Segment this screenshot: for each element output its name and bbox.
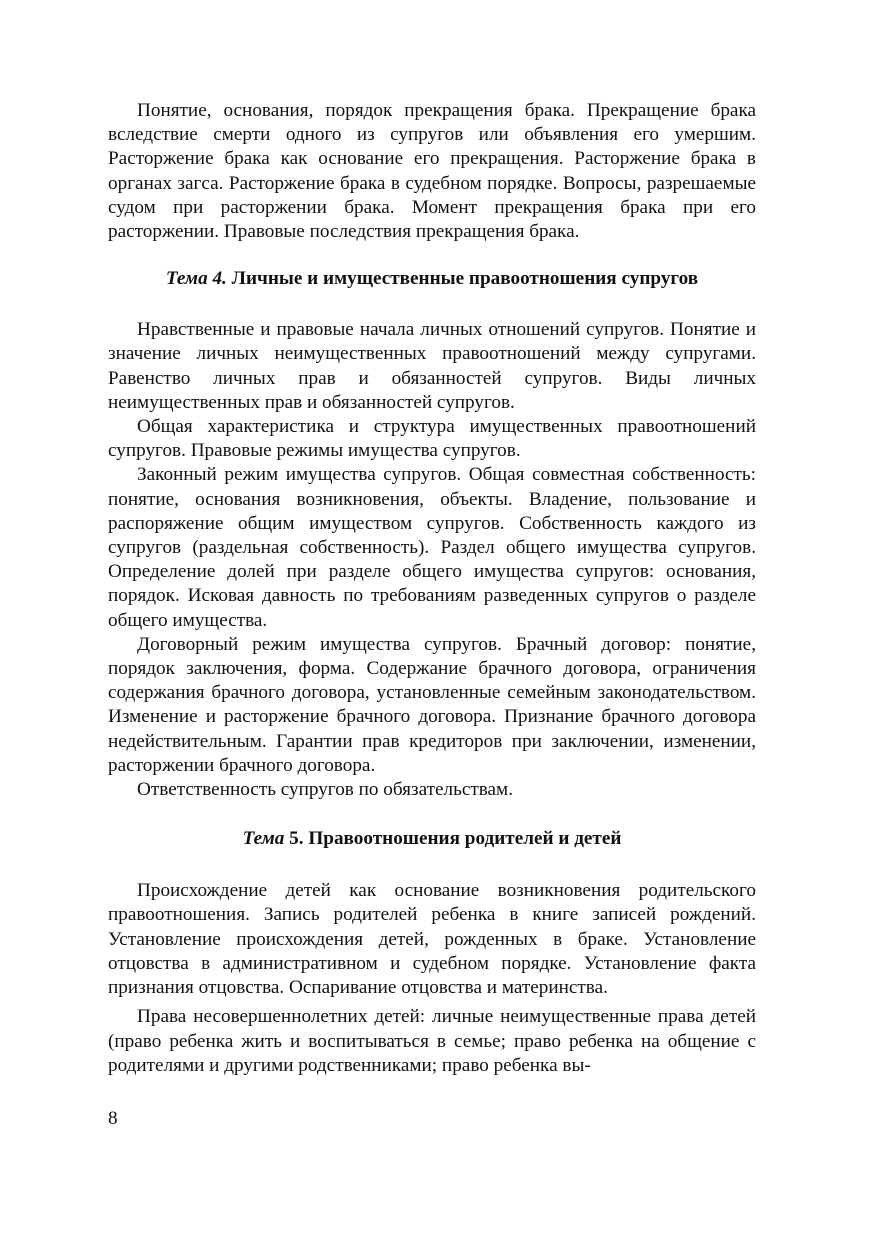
topic-5-title: 5. Правоотношения родителей и детей	[289, 828, 622, 850]
topic-5-heading	[108, 827, 756, 851]
page-number: 8	[108, 1108, 118, 1129]
topic-5-prefix: Тема	[242, 828, 285, 850]
topic-5-paragraph-2: Права несовершеннолетних детей: личные неимущественные права детей (право ребенка жить и воспитываться в семье; право ребенка на общение с родителями и другими родственниками; право ребенка вы-	[108, 1006, 756, 1076]
intro-paragraph: Понятие, основания, порядок прекращения брака. Прекращение брака вследствие смерти одного из супругов или объявления его умершим. Расторжение брака как основание его прекращения. Расторжение брака в органах загса. Расторжение брака в судебном порядке. Вопросы, разрешаемые судом при расторжении брака. Момент прекращения брака при его расторжении. Правовые последствия прекращения брака.	[108, 100, 756, 243]
topic-5-paragraph-1: Происхождение детей как основание возникновения родительского правоотношения. Запись родителей ребенка в книге записей рождений. Установление происхождения детей, рожденных в браке. Установление отцовства в административном и судебном порядке. Установление факта признания отцовства. Оспаривание отцовства и материнства.	[108, 880, 756, 999]
topic-4-paragraph-4: Договорный режим имущества супругов. Брачный договор: понятие, порядок заключения, форма. Содержание брачного договора, ограничения содержания брачного договора, установленные семейным законодательством. Изменение и расторжение брачного договора. Признание брачного договора недействительным. Гарантии прав кредиторов при заключении, изменении, расторжении брачного договора.	[108, 633, 756, 776]
topic-4-heading	[108, 267, 756, 291]
document-page	[108, 99, 756, 1078]
topic-4-paragraph-5: Ответственность супругов по обязательствам.	[137, 779, 514, 801]
topic-4-prefix: Тема 4.	[165, 268, 227, 290]
topic-4-paragraph-2: Общая характеристика и структура имущественных правоотношений супругов. Правовые режимы имущества супругов.	[108, 416, 756, 462]
topic-4-paragraph-3: Законный режим имущества супругов. Общая совместная собственность: понятие, основания возникновения, объекты. Владение, пользование и распоряжение общим имуществом супругов. Собственность каждого из супругов (раздельная собственность). Раздел общего имущества супругов. Определение долей при разделе общего имущества супругов: основания, порядок. Исковая давность по требованиям разведенных супругов о разделе общего имущества.	[108, 464, 756, 631]
topic-4-title: Личные и имущественные правоотношения супругов	[231, 268, 699, 290]
topic-4-paragraph-1: Нравственные и правовые начала личных отношений супругов. Понятие и значение личных неимущественных правоотношений между супругами. Равенство личных прав и обязанностей супругов. Виды личных неимущественных прав и обязанностей супругов.	[108, 319, 756, 413]
